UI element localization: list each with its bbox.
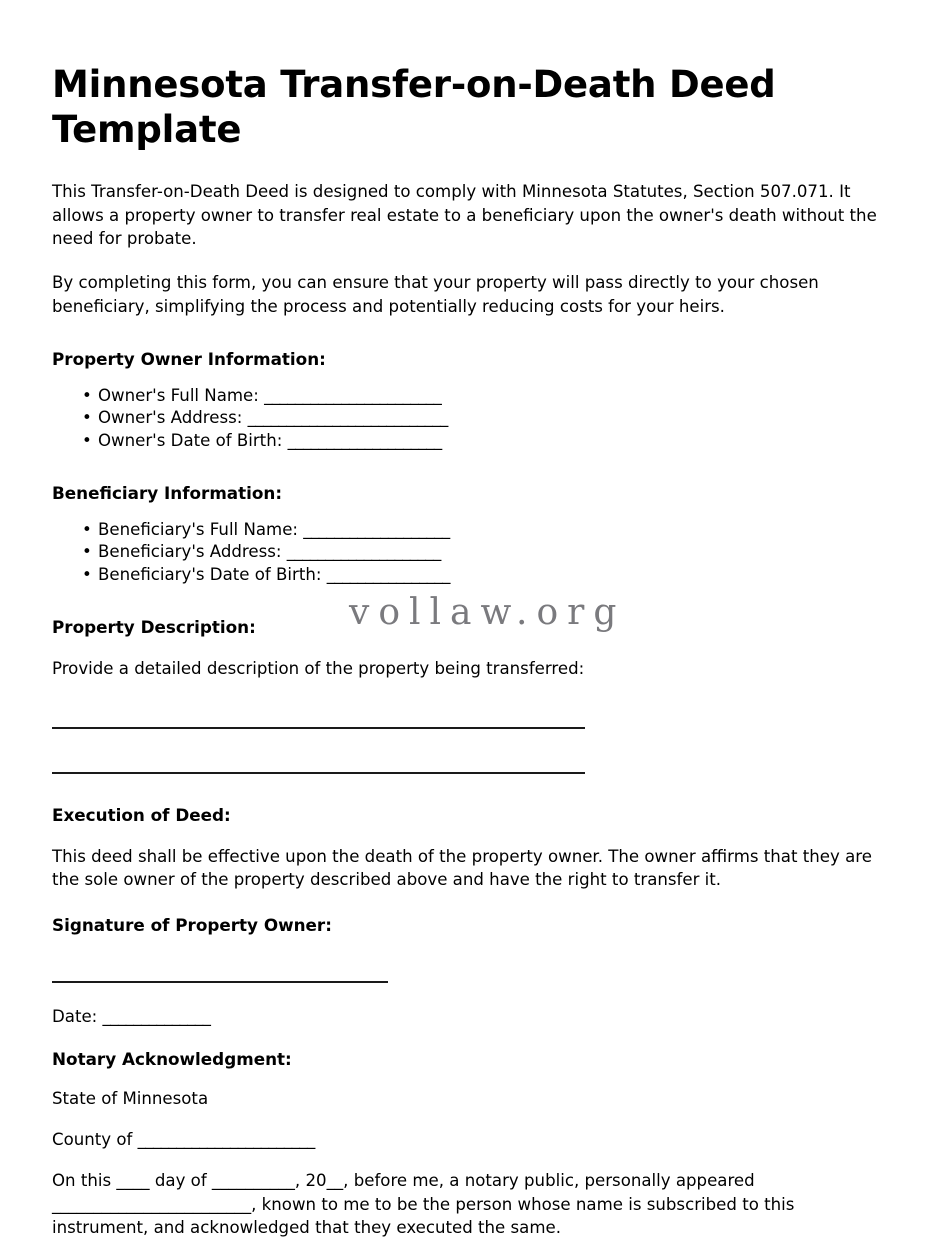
property-description-heading: Property Description: — [52, 616, 256, 637]
spacer — [52, 1151, 881, 1169]
date-line — [52, 1005, 881, 1029]
execution-text: This deed shall be effective upon the death of the property owner. The owner affirms that they are the sole owner of the property described above and have the right to transfer it. — [52, 846, 872, 890]
bullet-icon: • — [82, 564, 92, 584]
county-blank[interactable]: _______________________ — [137, 1129, 315, 1149]
beneficiary-address-label: Beneficiary's Address: — [98, 542, 282, 562]
beneficiary-dob-label: Beneficiary's Date of Birth: — [98, 564, 322, 584]
notary-state-line: State of Minnesota — [52, 1089, 209, 1109]
owner-fields-list — [52, 385, 881, 452]
owner-full-name-label: Owner's Full Name: — [98, 386, 259, 406]
beneficiary-full-name-label: Beneficiary's Full Name: — [98, 520, 298, 539]
beneficiary-section-heading: Beneficiary Information: — [52, 483, 283, 503]
county-label: County of — [52, 1129, 133, 1149]
owner-address-label: Owner's Address: — [98, 408, 243, 428]
bullet-icon: • — [82, 520, 92, 539]
spacer — [52, 503, 881, 519]
spacer — [52, 1069, 881, 1087]
page-title: Minnesota Transfer-on-Death Deed Template — [52, 63, 776, 152]
bullet-icon: • — [82, 386, 92, 406]
spacer — [52, 251, 881, 271]
owner-full-name-blank[interactable]: _______________________ — [264, 386, 442, 406]
property-description-instruction: Provide a detailed description of the property being transferred: — [52, 658, 585, 678]
bullet-icon: • — [82, 430, 92, 450]
owner-section-heading: Property Owner Information: — [52, 349, 326, 370]
spacer — [52, 452, 881, 483]
date-label: Date: — [52, 1006, 98, 1026]
list-item — [82, 430, 881, 452]
date-blank[interactable]: ______________ — [102, 1006, 211, 1026]
spacer — [52, 935, 881, 981]
list-item — [82, 541, 881, 563]
intro-paragraph-1: This Transfer-on-Death Deed is designed to comply with Minnesota Statutes, Section 507.071. It allows a property owner to transfer real estate to a beneficiary upon the owner's death without the need for probate. — [52, 182, 877, 249]
spacer — [52, 152, 881, 180]
beneficiary-dob-blank[interactable]: ________________ — [326, 564, 450, 584]
spacer — [52, 318, 881, 349]
list-item — [82, 564, 881, 586]
spacer — [52, 1028, 881, 1049]
intro-paragraph-2: By completing this form, you can ensure that your property will pass directly to your chosen beneficiary, simplifying the process and potentially reducing costs for your heirs. — [52, 272, 819, 316]
signature-heading: Signature of Property Owner: — [52, 914, 332, 935]
spacer — [52, 681, 881, 727]
beneficiary-fields-list — [52, 519, 881, 586]
bullet-icon: • — [82, 408, 92, 428]
spacer — [52, 586, 881, 617]
list-item — [82, 519, 881, 541]
beneficiary-full-name-blank[interactable]: ___________________ — [303, 520, 450, 539]
notary-heading: Notary Acknowledgment: — [52, 1049, 292, 1070]
list-item — [82, 385, 881, 407]
spacer — [52, 1111, 881, 1128]
spacer — [52, 825, 881, 845]
owner-address-blank[interactable]: __________________________ — [247, 408, 448, 428]
bullet-icon: • — [82, 542, 92, 562]
spacer — [52, 729, 881, 772]
notary-acknowledgment-text: On this ____ day of __________, 20__, before me, a notary public, personally appeared ________________________, known to me to be the person whose name is subscribed to this instrument, and acknowledged that they executed the same. — [52, 1171, 795, 1238]
spacer — [52, 774, 881, 805]
spacer — [52, 983, 881, 1005]
execution-heading: Execution of Deed: — [52, 804, 231, 825]
owner-dob-blank[interactable]: ____________________ — [287, 430, 442, 450]
spacer — [52, 637, 881, 657]
site-watermark: vollaw.org — [349, 592, 626, 633]
spacer — [52, 369, 881, 385]
spacer — [52, 892, 881, 915]
beneficiary-address-blank[interactable]: ____________________ — [286, 542, 441, 562]
list-item — [82, 407, 881, 429]
notary-county-line — [52, 1128, 881, 1152]
owner-dob-label: Owner's Date of Birth: — [98, 430, 283, 450]
